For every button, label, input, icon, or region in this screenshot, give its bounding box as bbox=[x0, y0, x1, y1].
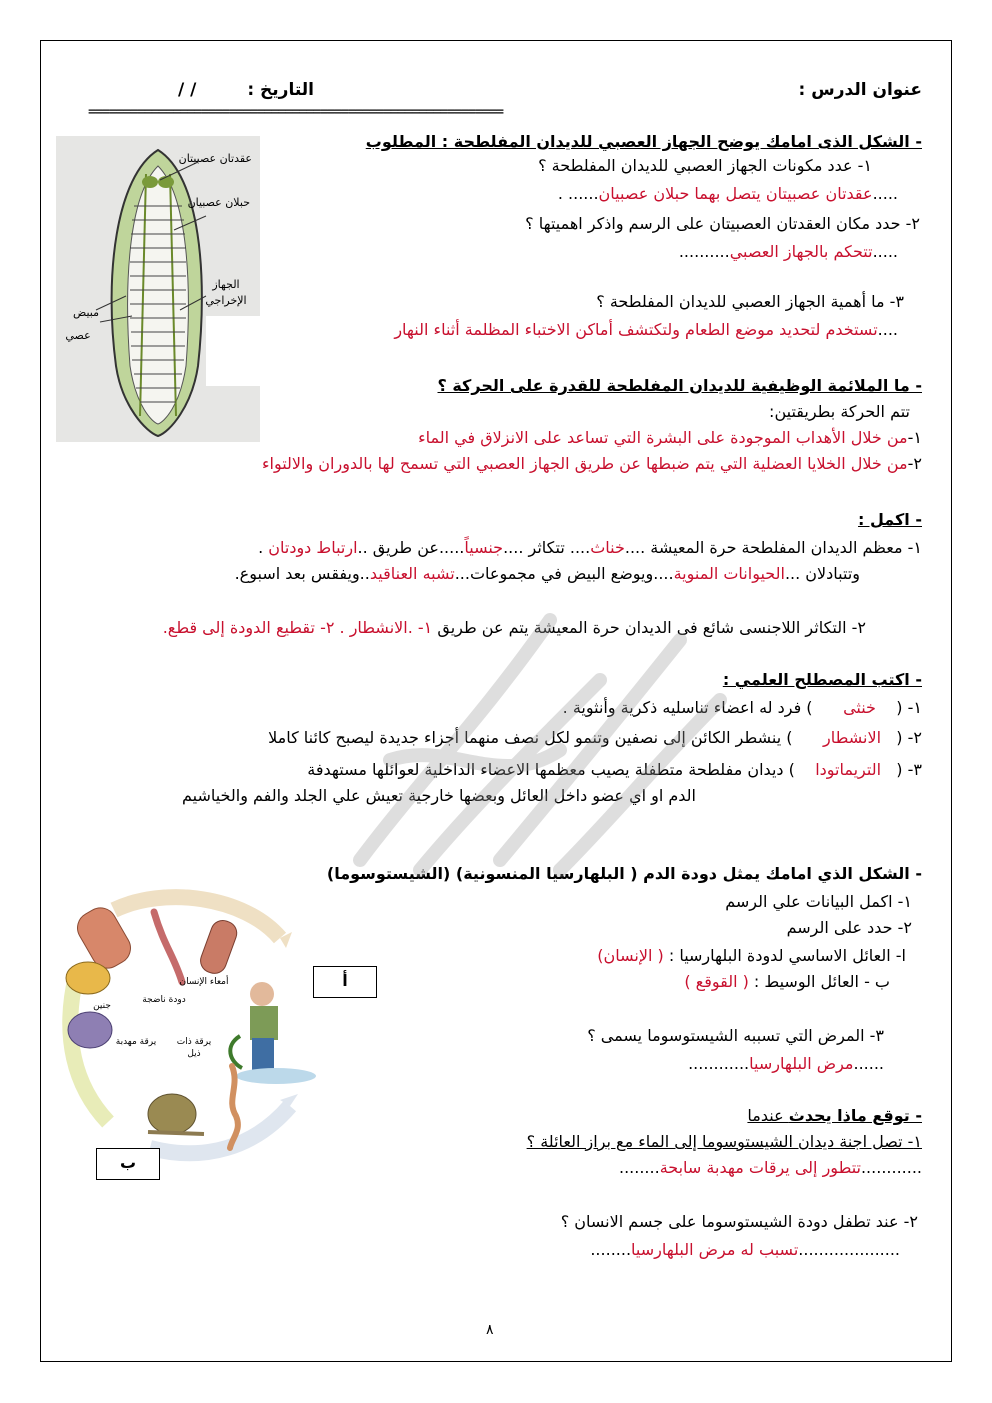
separator-line: =========================================================== bbox=[88, 104, 503, 120]
label-box-a: أ bbox=[313, 966, 377, 998]
section1-a3: ....تستخدم لتحديد موضع الطعام ولتكتشف أماكن الاختباء المظلمة أثناء النهار bbox=[394, 320, 898, 339]
lesson-title-label: عنوان الدرس : bbox=[798, 80, 922, 100]
section5-a3: ......مرض البلهارسيا............ bbox=[688, 1054, 884, 1073]
term2: ٢- ( الانشطار ) ينشطر الكائن إلى نصفين وتنمو لكل نصف منهما أجزاء جديدة ليصبح كائنا كاملا bbox=[268, 728, 922, 747]
section5-q2a: ا- العائل الاساسي لدودة البلهارسيا : ( الإنسان) bbox=[597, 946, 906, 965]
section1-a1: .....عقدتان عصبيتان يتصل بهما حبلان عصبيان...... . bbox=[557, 184, 898, 203]
label-cords: حبلان عصبيان bbox=[187, 196, 250, 209]
term3-continued: الدم او اي عضو داخل العائل وبعضها خارجية تعيش علي الجلد والفم والخياشيم bbox=[181, 786, 696, 805]
section1-a2: .....تتحكم بالجهاز العصبي.......... bbox=[678, 242, 898, 261]
calligraphy-watermark bbox=[300, 560, 760, 890]
section3-heading: - اكمل : bbox=[858, 510, 922, 529]
label-cercaria-1: يرقة ذات bbox=[176, 1037, 212, 1047]
section3-line2: وتتبادلان ...الحيوانات المنوية....ويوضع البيض في مجموعات...تشبه العناقيد..ويفقس بعد اسبوع. bbox=[234, 564, 860, 583]
section6-q2: ٢- عند تطفل دودة الشيستوسوما على جسم الانسان ؟ bbox=[560, 1212, 918, 1231]
section5-q1: ١- اكمل البيانات علي الرسم bbox=[725, 892, 912, 911]
section5-q2b: ب - العائل الوسيط : ( القوقع ) bbox=[684, 972, 890, 991]
label-eye-spot: عصي bbox=[65, 329, 91, 342]
date-slashes: / / bbox=[178, 80, 197, 100]
section2-point2: ٢-من خلال الخلايا العضلية التي يتم ضبطها عن طريق الجهاز العصبي التي تسمح لها بالدوران والالتواء bbox=[261, 454, 922, 473]
section6-heading: - توقع ماذا يحدث عندما bbox=[747, 1106, 922, 1125]
section5-q3: ٣- المرض التي تسببه الشيستوسوما يسمى ؟ bbox=[587, 1026, 884, 1045]
term3: ٣- ( التريماتودا ) ديدان مفلطحة متطفلة يصيب معظمها الاعضاء الداخلية لعوائلها مستهدفة bbox=[307, 760, 922, 779]
section6-q1: ١- تصل اجنة ديدان الشيستوسوما إلى الماء مع براز العائلة ؟ bbox=[526, 1132, 922, 1151]
label-excretory-1: الجهاز bbox=[212, 278, 240, 291]
label-adult-worm: دودة ناضجة bbox=[142, 995, 186, 1005]
section3-line3: ٢- التكاثر اللاجنسى شائع فى الديدان حرة المعيشة يتم عن طريق ١- .الانشطار . ٢- تقطيع الدودة إلى قطع. bbox=[162, 618, 866, 637]
section6-a2: ....................تسبب له مرض البلهارسيا........ bbox=[590, 1240, 900, 1259]
date-label: التاريخ : bbox=[247, 80, 314, 100]
section2-intro: تتم الحركة بطريقتين: bbox=[769, 402, 910, 421]
section1-q1: ١- عدد مكونات الجهاز العصبي للديدان المفلطحة ؟ bbox=[538, 156, 872, 175]
term1: ١- ( خنثى ) فرد له اعضاء تناسليه ذكرية وأنثوية . bbox=[562, 698, 922, 717]
label-miracidium: يرقة مهدبة bbox=[115, 1037, 157, 1047]
section1-q2: ٢- حدد مكان العقدتان العصبيتان على الرسم واذكر اهميتها ؟ bbox=[525, 214, 920, 233]
section5-heading: - الشكل الذي امامك يمثل دودة الدم ( البلهارسيا المنسونية) (الشيستوسوما) bbox=[326, 864, 922, 883]
schistosoma-lifecycle-figure bbox=[54, 886, 324, 1164]
section4-heading: - اكتب المصطلح العلمي : bbox=[722, 670, 922, 689]
section3-line1: ١- معظم الديدان المفلطحة حرة المعيشة ....خناث.... تتكاثر ....جنسياً.....عن طريق ..ارتباط دودتان . bbox=[258, 538, 922, 557]
page-number: ٨ bbox=[486, 1322, 494, 1338]
section2-point1: ١-من خلال الأهداب الموجودة على البشرة التي تساعد على الانزلاق في الماء bbox=[418, 428, 922, 447]
section2-heading: - ما الملائمة الوظيفية للديدان المفلطحة للقدرة على الحركة ؟ bbox=[437, 376, 922, 395]
label-excretory-2: الإخراجي bbox=[205, 294, 247, 307]
section1-q3: ٣- ما أهمية الجهاز العصبي للديدان المفلطحة ؟ bbox=[596, 292, 904, 311]
section6-a1: ............تتطور إلى يرقات مهدبة سابحة........ bbox=[619, 1158, 922, 1177]
label-ganglia: عقدتان عصبيتان bbox=[178, 152, 252, 165]
label-intestine: أمعاء الإنسان bbox=[179, 977, 229, 987]
label-cercaria-2: ذيل bbox=[187, 1049, 201, 1059]
label-ovary: مبيض bbox=[72, 306, 100, 319]
label-embryo: جنين bbox=[93, 1001, 111, 1011]
section1-heading: - الشكل الذى امامك يوضح الجهاز العصبي للديدان المفلطحة : المطلوب bbox=[365, 132, 922, 151]
label-box-b: ب bbox=[96, 1148, 160, 1180]
section5-q2: ٢- حدد على الرسم bbox=[786, 918, 912, 937]
flatworm-nervous-system-figure bbox=[56, 136, 260, 442]
